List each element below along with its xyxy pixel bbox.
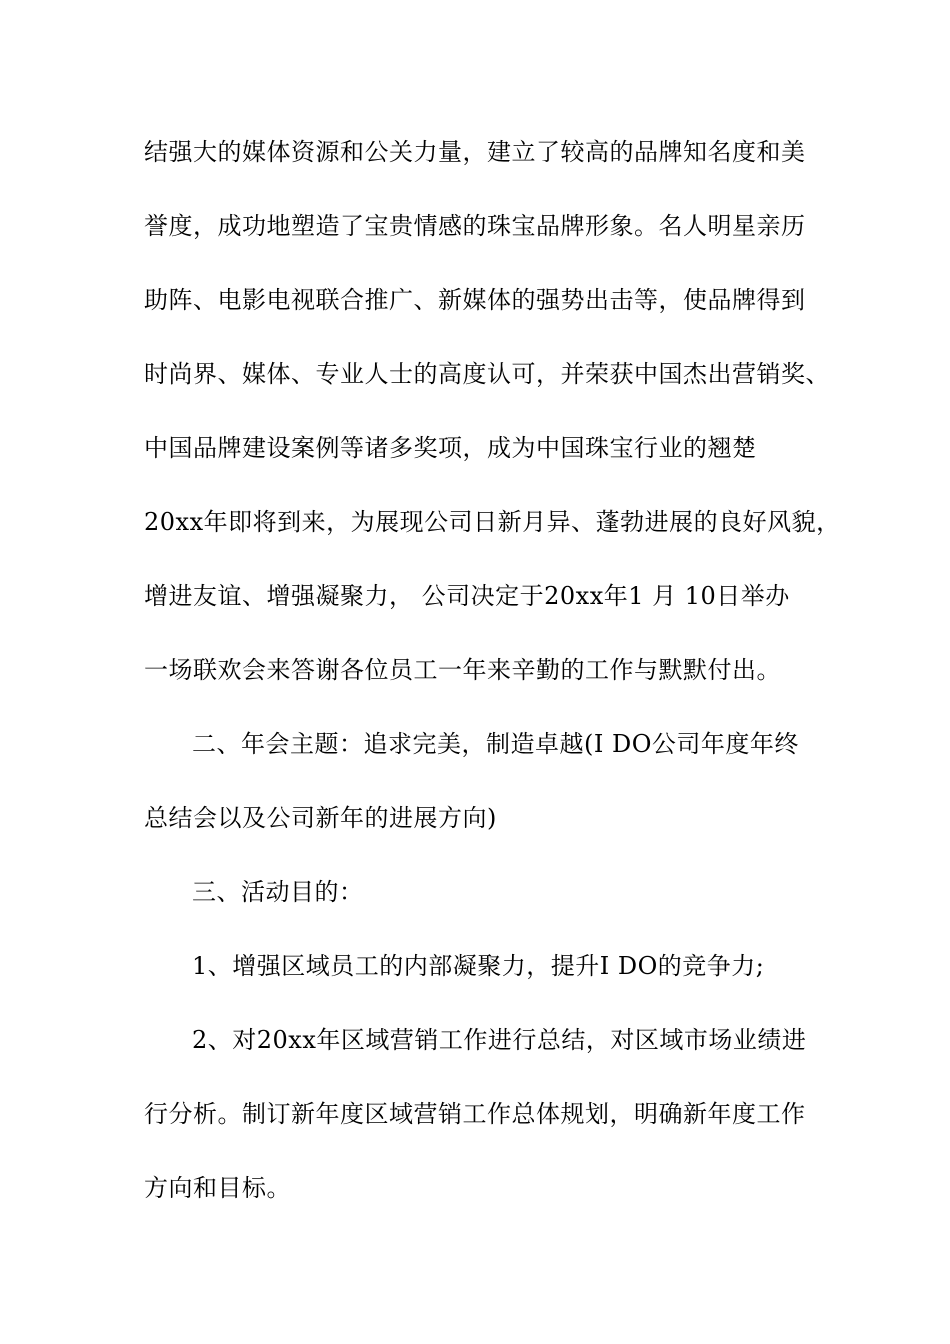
paragraph-line: 结强大的媒体资源和公关力量，建立了较高的品牌知名度和美: [144, 138, 806, 166]
paragraph-line: 行分析。制订新年度区域营销工作总体规划，明确新年度工作: [144, 1100, 806, 1128]
section-heading-purpose: 三、活动目的：: [192, 878, 364, 906]
paragraph-line: 一场联欢会来答谢各位员工一年来辛勤的工作与默默付出。: [144, 656, 781, 684]
paragraph-line: 中国品牌建设案例等诸多奖项，成为中国珠宝行业的翘楚: [144, 434, 757, 462]
paragraph-line: 增进友谊、增强凝聚力， 公司决定于20xx年1 月 10日举办: [144, 582, 790, 610]
list-item: 1、增强区域员工的内部凝聚力，提升I DO的竞争力;: [192, 952, 765, 980]
paragraph-line: 20xx年即将到来，为展现公司日新月异、蓬勃进展的良好风貌，: [144, 508, 841, 536]
paragraph-line: 时尚界、媒体、专业人士的高度认可，并荣获中国杰出营销奖、: [144, 360, 830, 388]
section-heading-theme: 二、年会主题：追求完美，制造卓越(I DO公司年度年终: [192, 730, 799, 758]
paragraph-line: 方向和目标。: [144, 1174, 291, 1202]
paragraph-line: 总结会以及公司新年的进展方向): [144, 804, 497, 832]
paragraph-line: 助阵、电影电视联合推广、新媒体的强势出击等，使品牌得到: [144, 286, 806, 314]
paragraph-line: 誉度，成功地塑造了宝贵情感的珠宝品牌形象。名人明星亲历: [144, 212, 806, 240]
list-item: 2、对20xx年区域营销工作进行总结，对区域市场业绩进: [192, 1026, 807, 1054]
